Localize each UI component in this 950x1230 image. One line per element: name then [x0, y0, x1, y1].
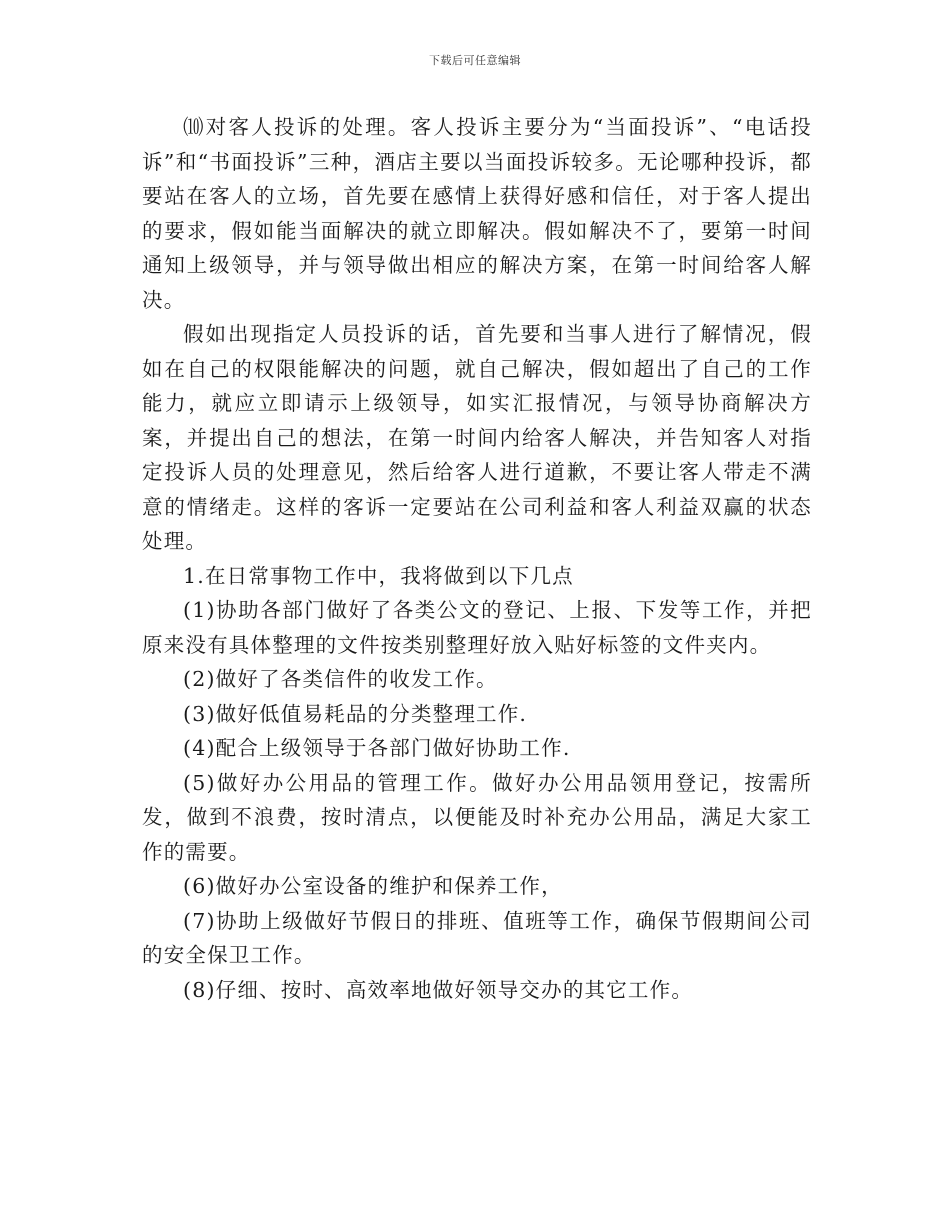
list-item-4: (4)配合上级领导于各部门做好协助工作.: [183, 736, 571, 760]
paragraph-designated-staff-complaint: 假如出现指定人员投诉的话，首先要和当事人进行了解情况，假如在自己的权限能解决的问题，就自己解决，假如超出了自己的工作能力，就应立即请示上级领导，如实汇报情况，与领导协商解决方案，并提出自己的想法，在第一时间内给客人解决，并告知客人对指定投诉人员的处理意见，然后给客人进行道歉，不要让客人带走不满意的情绪走。这样的客诉一定要站在公司利益和客人利益双赢的状态处理。: [142, 322, 812, 553]
paragraph-daily-work-intro: 1.在日常事物工作中，我将做到以下几点: [183, 563, 574, 588]
list-item-1: (1)协助各部门做好了各类公文的登记、上报、下发等工作，并把原来没有具体整理的文件按类别整理好放入贴好标签的文件夹内。: [142, 598, 812, 657]
paragraph-complaint-handling: ⑽对客人投诉的处理。客人投诉主要分为“当面投诉”、“电话投诉”和“书面投诉”三种，酒店主要以当面投诉较多。无论哪种投诉，都要站在客人的立场，首先要在感情上获得好感和信任，对于客人提出的要求，假如能当面解决的就立即解决。假如解决不了，要第一时间通知上级领导，并与领导做出相应的解决方案，在第一时间给客人解决。: [142, 115, 812, 312]
list-item-5: (5)做好办公用品的管理工作。做好办公用品领用登记，按需所发，做到不浪费，按时清点，以便能及时补充办公用品，满足大家工作的需要。: [142, 770, 812, 864]
list-item-7: (7)协助上级做好节假日的排班、值班等工作，确保节假期间公司的安全保卫工作。: [142, 908, 812, 967]
list-item-6: (6)做好办公室设备的维护和保养工作，: [183, 874, 563, 898]
page-header: 下载后可任意编辑: [429, 54, 521, 67]
document-body: [142, 110, 812, 1007]
list-item-2: (2)做好了各类信件的收发工作。: [183, 667, 498, 691]
list-item-8: (8)仔细、按时、高效率地做好领导交办的其它工作。: [183, 977, 694, 1002]
list-item-3: (3)做好低值易耗品的分类整理工作.: [183, 701, 528, 726]
